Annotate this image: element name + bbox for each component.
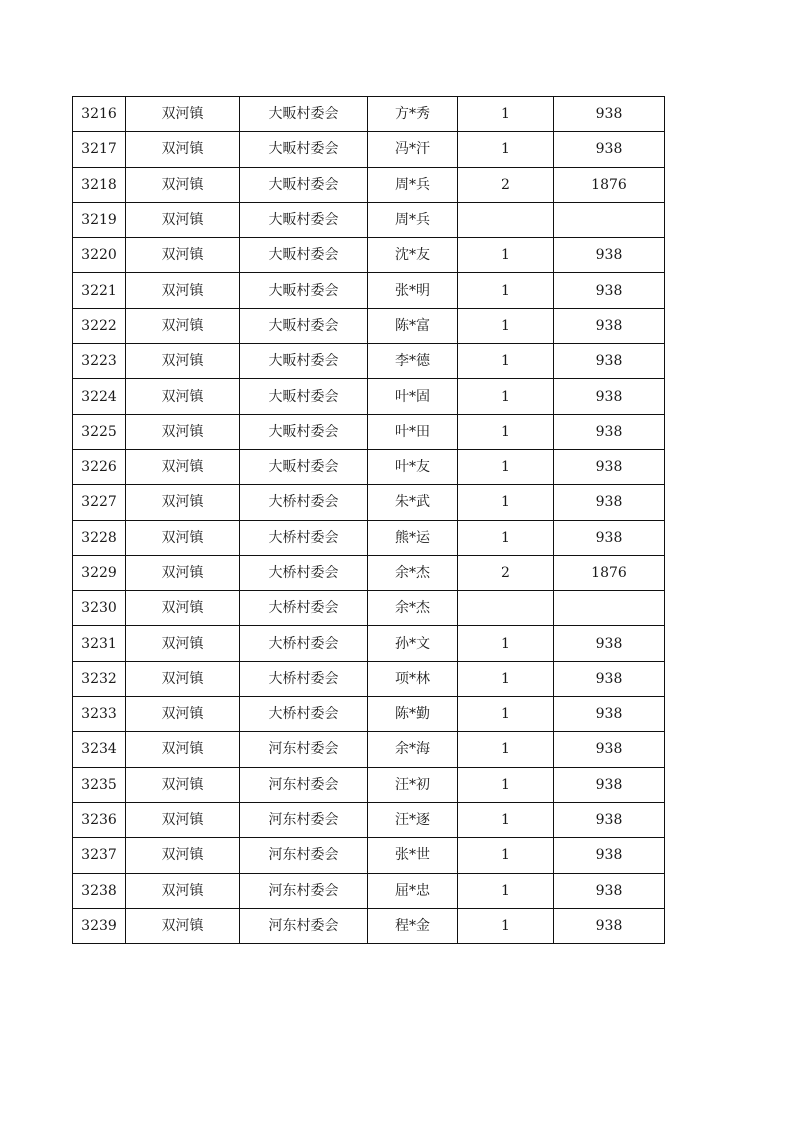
- cell-person-name: 张*世: [368, 838, 458, 873]
- table-row: [73, 802, 665, 837]
- cell-village-committee: 大桥村委会: [240, 555, 368, 590]
- cell-amount: 938: [554, 238, 665, 273]
- cell-person-name: 孙*文: [368, 626, 458, 661]
- cell-person-name: 李*德: [368, 344, 458, 379]
- cell-town: 双河镇: [126, 732, 240, 767]
- cell-count: 1: [458, 414, 554, 449]
- cell-serial-number: 3233: [73, 697, 126, 732]
- cell-town: 双河镇: [126, 767, 240, 802]
- cell-town: 双河镇: [126, 908, 240, 943]
- cell-count: 1: [458, 308, 554, 343]
- cell-serial-number: 3231: [73, 626, 126, 661]
- cell-amount: 938: [554, 273, 665, 308]
- cell-amount: 938: [554, 344, 665, 379]
- cell-serial-number: 3229: [73, 555, 126, 590]
- cell-village-committee: 大桥村委会: [240, 626, 368, 661]
- cell-town: 双河镇: [126, 591, 240, 626]
- cell-amount: 938: [554, 449, 665, 484]
- cell-serial-number: 3225: [73, 414, 126, 449]
- table-row: [73, 661, 665, 696]
- cell-person-name: 叶*固: [368, 379, 458, 414]
- cell-count: 1: [458, 802, 554, 837]
- cell-town: 双河镇: [126, 802, 240, 837]
- cell-person-name: 余*杰: [368, 555, 458, 590]
- cell-village-committee: 大畈村委会: [240, 167, 368, 202]
- cell-amount: 938: [554, 873, 665, 908]
- cell-town: 双河镇: [126, 661, 240, 696]
- cell-village-committee: 河东村委会: [240, 732, 368, 767]
- cell-amount: 1876: [554, 555, 665, 590]
- cell-town: 双河镇: [126, 238, 240, 273]
- cell-count: [458, 591, 554, 626]
- cell-person-name: 汪*逐: [368, 802, 458, 837]
- cell-amount: 938: [554, 520, 665, 555]
- cell-count: 1: [458, 520, 554, 555]
- table-row: [73, 520, 665, 555]
- cell-village-committee: 大桥村委会: [240, 485, 368, 520]
- cell-serial-number: 3228: [73, 520, 126, 555]
- table-row: [73, 308, 665, 343]
- cell-count: 1: [458, 273, 554, 308]
- cell-person-name: 周*兵: [368, 202, 458, 237]
- cell-amount: 938: [554, 697, 665, 732]
- cell-village-committee: 河东村委会: [240, 802, 368, 837]
- cell-town: 双河镇: [126, 167, 240, 202]
- table-row: [73, 202, 665, 237]
- cell-village-committee: 大畈村委会: [240, 379, 368, 414]
- cell-serial-number: 3222: [73, 308, 126, 343]
- cell-count: 1: [458, 238, 554, 273]
- cell-serial-number: 3220: [73, 238, 126, 273]
- table-row: [73, 414, 665, 449]
- cell-amount: 938: [554, 132, 665, 167]
- cell-amount: 1876: [554, 167, 665, 202]
- cell-count: 1: [458, 661, 554, 696]
- cell-village-committee: 大畈村委会: [240, 414, 368, 449]
- roster-table: [72, 96, 665, 944]
- cell-town: 双河镇: [126, 697, 240, 732]
- cell-amount: 938: [554, 97, 665, 132]
- cell-count: 1: [458, 449, 554, 484]
- cell-person-name: 程*金: [368, 908, 458, 943]
- table-row: [73, 238, 665, 273]
- cell-count: 1: [458, 485, 554, 520]
- cell-serial-number: 3234: [73, 732, 126, 767]
- cell-person-name: 张*明: [368, 273, 458, 308]
- cell-village-committee: 大畈村委会: [240, 449, 368, 484]
- cell-count: [458, 202, 554, 237]
- cell-town: 双河镇: [126, 838, 240, 873]
- table-row: [73, 591, 665, 626]
- cell-serial-number: 3226: [73, 449, 126, 484]
- cell-count: 1: [458, 732, 554, 767]
- cell-amount: 938: [554, 626, 665, 661]
- cell-person-name: 汪*初: [368, 767, 458, 802]
- table-row: [73, 908, 665, 943]
- cell-village-committee: 大畈村委会: [240, 273, 368, 308]
- cell-person-name: 熊*运: [368, 520, 458, 555]
- cell-town: 双河镇: [126, 626, 240, 661]
- cell-serial-number: 3216: [73, 97, 126, 132]
- cell-serial-number: 3239: [73, 908, 126, 943]
- cell-village-committee: 大桥村委会: [240, 520, 368, 555]
- cell-person-name: 叶*田: [368, 414, 458, 449]
- cell-count: 1: [458, 838, 554, 873]
- cell-village-committee: 河东村委会: [240, 873, 368, 908]
- cell-village-committee: 大畈村委会: [240, 97, 368, 132]
- cell-serial-number: 3235: [73, 767, 126, 802]
- cell-count: 1: [458, 626, 554, 661]
- cell-town: 双河镇: [126, 520, 240, 555]
- cell-amount: 938: [554, 767, 665, 802]
- cell-count: 1: [458, 908, 554, 943]
- cell-serial-number: 3232: [73, 661, 126, 696]
- cell-town: 双河镇: [126, 97, 240, 132]
- cell-amount: 938: [554, 908, 665, 943]
- cell-town: 双河镇: [126, 132, 240, 167]
- cell-village-committee: 河东村委会: [240, 838, 368, 873]
- cell-person-name: 余*杰: [368, 591, 458, 626]
- cell-town: 双河镇: [126, 344, 240, 379]
- cell-count: 1: [458, 873, 554, 908]
- cell-amount: 938: [554, 308, 665, 343]
- table-row: [73, 449, 665, 484]
- cell-serial-number: 3237: [73, 838, 126, 873]
- cell-person-name: 项*林: [368, 661, 458, 696]
- table-row: [73, 273, 665, 308]
- cell-count: 1: [458, 344, 554, 379]
- cell-serial-number: 3238: [73, 873, 126, 908]
- cell-serial-number: 3224: [73, 379, 126, 414]
- cell-village-committee: 大畈村委会: [240, 344, 368, 379]
- cell-village-committee: 大畈村委会: [240, 202, 368, 237]
- table-row: [73, 485, 665, 520]
- cell-town: 双河镇: [126, 414, 240, 449]
- cell-count: 2: [458, 555, 554, 590]
- cell-amount: 938: [554, 414, 665, 449]
- cell-village-committee: 大桥村委会: [240, 661, 368, 696]
- cell-amount: 938: [554, 838, 665, 873]
- table-row: [73, 555, 665, 590]
- cell-town: 双河镇: [126, 202, 240, 237]
- cell-person-name: 方*秀: [368, 97, 458, 132]
- cell-serial-number: 3227: [73, 485, 126, 520]
- table-row: [73, 132, 665, 167]
- table-row: [73, 626, 665, 661]
- table-row: [73, 344, 665, 379]
- cell-amount: 938: [554, 485, 665, 520]
- table-row: [73, 97, 665, 132]
- cell-village-committee: 大桥村委会: [240, 591, 368, 626]
- cell-person-name: 叶*友: [368, 449, 458, 484]
- cell-town: 双河镇: [126, 308, 240, 343]
- cell-serial-number: 3230: [73, 591, 126, 626]
- cell-serial-number: 3236: [73, 802, 126, 837]
- cell-village-committee: 大畈村委会: [240, 238, 368, 273]
- table-row: [73, 732, 665, 767]
- cell-serial-number: 3218: [73, 167, 126, 202]
- cell-serial-number: 3217: [73, 132, 126, 167]
- cell-amount: 938: [554, 802, 665, 837]
- table-row: [73, 767, 665, 802]
- cell-person-name: 冯*汗: [368, 132, 458, 167]
- cell-count: 1: [458, 132, 554, 167]
- cell-amount: 938: [554, 732, 665, 767]
- cell-town: 双河镇: [126, 873, 240, 908]
- cell-person-name: 陈*富: [368, 308, 458, 343]
- cell-person-name: 朱*武: [368, 485, 458, 520]
- cell-count: 1: [458, 97, 554, 132]
- cell-village-committee: 大畈村委会: [240, 308, 368, 343]
- table-row: [73, 838, 665, 873]
- cell-town: 双河镇: [126, 555, 240, 590]
- cell-amount: 938: [554, 661, 665, 696]
- cell-person-name: 屈*忠: [368, 873, 458, 908]
- table-row: [73, 697, 665, 732]
- cell-village-committee: 大畈村委会: [240, 132, 368, 167]
- cell-count: 1: [458, 767, 554, 802]
- cell-amount: 938: [554, 379, 665, 414]
- cell-serial-number: 3219: [73, 202, 126, 237]
- cell-person-name: 陈*勤: [368, 697, 458, 732]
- table-row: [73, 873, 665, 908]
- table-row: [73, 167, 665, 202]
- cell-town: 双河镇: [126, 485, 240, 520]
- cell-village-committee: 大桥村委会: [240, 697, 368, 732]
- cell-serial-number: 3221: [73, 273, 126, 308]
- cell-town: 双河镇: [126, 449, 240, 484]
- cell-town: 双河镇: [126, 379, 240, 414]
- cell-village-committee: 河东村委会: [240, 767, 368, 802]
- cell-person-name: 周*兵: [368, 167, 458, 202]
- cell-count: 1: [458, 697, 554, 732]
- cell-person-name: 沈*友: [368, 238, 458, 273]
- cell-amount: [554, 202, 665, 237]
- cell-count: 1: [458, 379, 554, 414]
- cell-town: 双河镇: [126, 273, 240, 308]
- cell-village-committee: 河东村委会: [240, 908, 368, 943]
- cell-count: 2: [458, 167, 554, 202]
- cell-amount: [554, 591, 665, 626]
- table-row: [73, 379, 665, 414]
- roster-table-body: [73, 97, 665, 944]
- cell-person-name: 余*海: [368, 732, 458, 767]
- cell-serial-number: 3223: [73, 344, 126, 379]
